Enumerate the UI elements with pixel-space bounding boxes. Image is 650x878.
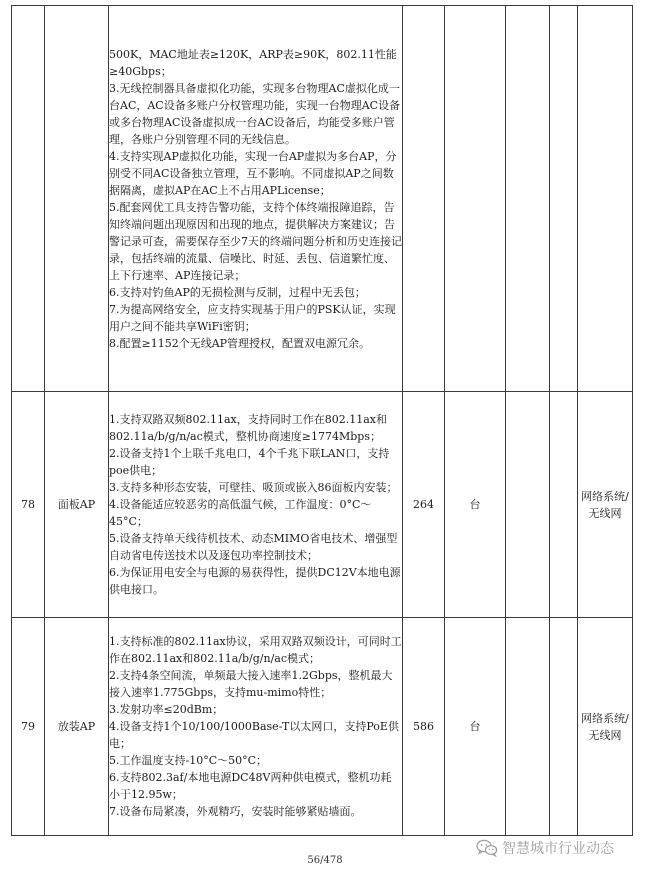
cell-name: 面板AP: [45, 392, 109, 618]
category-line: 无线网: [588, 506, 622, 520]
table-row: [12, 618, 633, 836]
cell-qty: 264: [403, 392, 445, 618]
category-line: 网络系统/: [581, 711, 629, 725]
cell-category: [578, 392, 633, 618]
cell-blank: [550, 618, 578, 836]
category-line: 无线网: [588, 728, 622, 742]
spec-line: 3.无线控制器具备虚拟化功能，实现多台物理AC虚拟化成一台AC，AC设备多账户分权管理功能，实现一台物理AC设备或多台物理AC设备虚拟成一台AC设备后，均能受多账户管理，各账户分别管理不同的无线信息。: [109, 81, 401, 146]
cell-no: [12, 6, 45, 392]
cell-unit: 台: [445, 618, 506, 836]
spec-table: [11, 5, 633, 836]
cell-category: [578, 618, 633, 836]
spec-line: 4.设备支持1个10/100/1000Base-T以太网口，支持PoE供电；: [109, 720, 399, 750]
spec-line: 1.支持标准的802.11ax协议，采用双路双频设计，可同时工作在802.11ax和802.11a/b/g/n/ac模式；: [109, 635, 402, 665]
spec-line: 2.设备支持1个上联千兆电口，4个千兆下联LAN口，支持poe供电；: [109, 447, 390, 477]
spec-line: 4.设备能适应较恶劣的高低温气候，工作温度：0°C～45°C；: [109, 498, 372, 528]
cell-blank: [506, 618, 550, 836]
spec-line: 7.设备布局紧凑，外观精巧，安装时能够紧贴墙面。: [109, 805, 362, 818]
cell-blank: [550, 392, 578, 618]
spec-line: 7.为提高网络安全，应支持实现基于用户的PSK认证，实现用户之间不能共享WiFi密钥；: [109, 302, 396, 333]
spec-line: 2.支持4条空间流，单频最大接入速率1.2Gbps，整机最大接入速率1.775Gbps，支持mu-mimo特性；: [109, 669, 393, 699]
spec-line: 5.设备支持单天线待机技术、动态MIMO省电技术、增强型自动省电传送技术以及逐包功率控制技术；: [109, 532, 398, 562]
spec-line: 8.配置≥1152个无线AP管理授权，配置双电源冗余。: [109, 336, 371, 350]
cell-no: 78: [12, 392, 45, 618]
table-row-continued: [12, 6, 633, 392]
cell-spec: [109, 392, 403, 618]
cell-blank: [506, 392, 550, 618]
spec-line: 5.配套网优工具支持告警功能，支持个体终端报障追踪，告知终端问题出现原因和出现的地点，提供解决方案建议；告警记录可查，需要保存至少7天的终端问题分析和历史连接记录，包括终端的流量、信噪比、时延、丢包、信道繁忙度、上下行速率、AP连接记录；: [109, 200, 402, 282]
cell-unit: 台: [445, 392, 506, 618]
table-row: [12, 392, 633, 618]
cell-no: 79: [12, 618, 45, 836]
page-number: 56/478: [307, 855, 343, 866]
cell-blank: [550, 6, 578, 392]
spec-line: 6.为保证用电安全与电源的易获得性，提供DC12V本地电源供电接口。: [109, 566, 401, 596]
cell-spec: [109, 6, 403, 392]
spec-line: 3.支持多种形态安装，可壁挂、吸顶或嵌入86面板内安装；: [109, 481, 398, 494]
watermark-text: 智慧城市行业动态: [502, 841, 614, 857]
spec-line: 5.工作温度支持-10°C～50°C；: [109, 754, 268, 767]
spec-line: 500K，MAC地址表≥120K，ARP表≥90K，802.11性能≥40Gbps；: [109, 47, 397, 78]
cell-name: [45, 6, 109, 392]
spec-line: 4.支持实现AP虚拟化功能，实现一台AP虚拟为多台AP，分别受不同AC设备独立管理，互不影响。不同虚拟AP之间数据隔离，虚拟AP在AC上不占用APLicense；: [109, 149, 397, 197]
spec-line: 6.支持802.3af/本地电源DC48V两种供电模式，整机功耗小于12.95w；: [109, 771, 392, 801]
spec-line: 6.支持对钓鱼AP的无损检测与反制，过程中无丢包；: [109, 285, 366, 299]
cell-spec: [109, 618, 403, 836]
cell-qty: [403, 6, 445, 392]
cell-unit: [445, 6, 506, 392]
cell-qty: 586: [403, 618, 445, 836]
cell-category: [578, 6, 633, 392]
cell-name: 放装AP: [45, 618, 109, 836]
cell-blank: [506, 6, 550, 392]
spec-line: 3.发射功率≤20dBm；: [109, 703, 224, 716]
spec-line: 1.支持双路双频802.11ax，支持同时工作在802.11ax和802.11a/b/g/n/ac模式，整机协商速度≥1774Mbps；: [109, 413, 387, 443]
category-line: 网络系统/: [581, 489, 629, 503]
